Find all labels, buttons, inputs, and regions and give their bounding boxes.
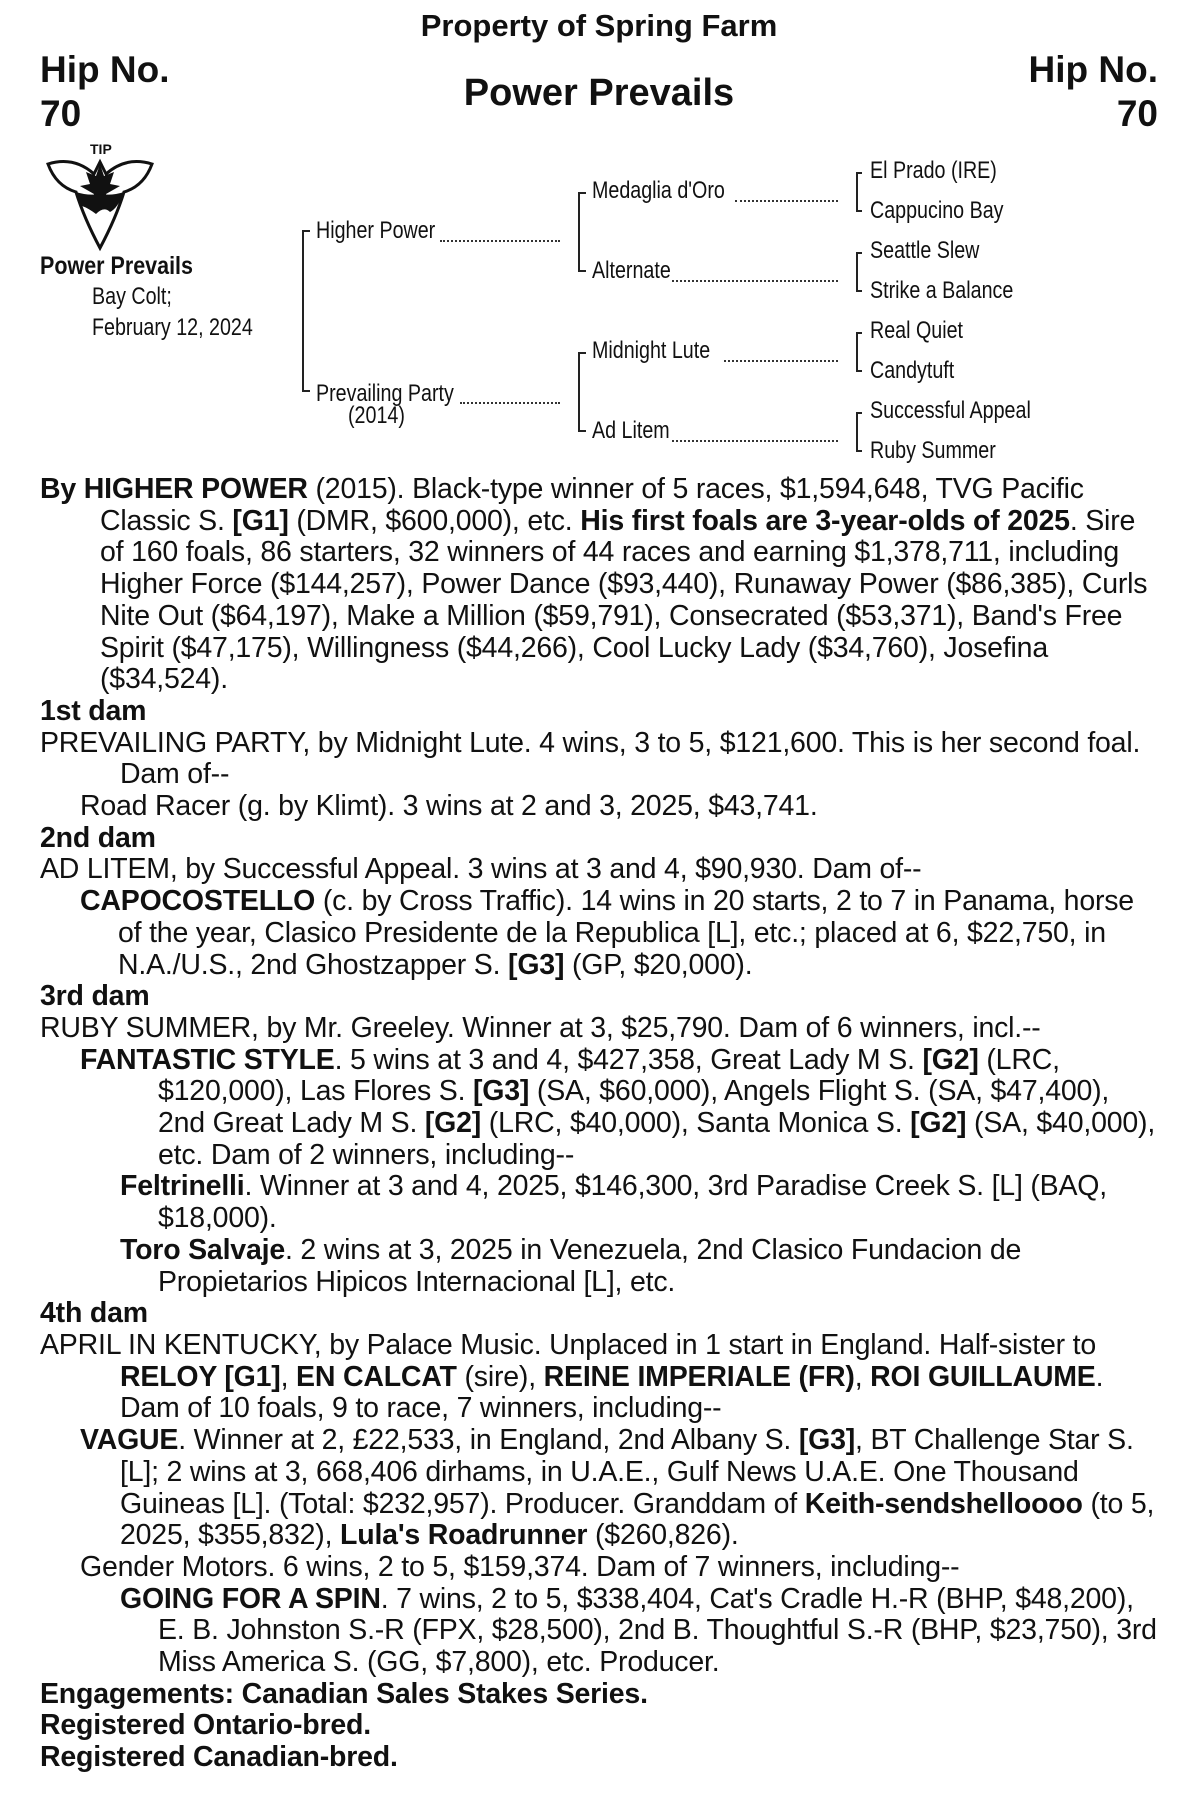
first-dam-produce: Road Racer (g. by Klimt). 3 wins at 2 and 3, 2025, $43,741. <box>80 790 818 823</box>
pedigree-dam-sire: Midnight Lute <box>592 337 711 364</box>
pedigree-gp-2: Cappucino Bay <box>870 197 1004 224</box>
pedigree-gp-1: El Prado (IRE) <box>870 157 997 184</box>
horse-foaled-date: February 12, 2024 <box>92 314 253 341</box>
horse-description: Bay Colt; <box>92 283 172 310</box>
page-title: Power Prevails <box>463 72 735 114</box>
tip-label: TIP <box>90 141 112 157</box>
tip-logo-icon <box>44 156 156 252</box>
registration-canadian: Registered Canadian-bred. <box>40 1741 398 1774</box>
hip-number-right <box>1029 48 1158 136</box>
fourth-dam-produce-vague: VAGUE. Winner at 2, £22,533, in England, 2nd Albany S. [G3], BT Challenge Star S. [L]; 2 wins at 3, 668,406 dirhams, in U.A.E., Gulf News U.A.E. One Thousand Guineas [L]. (Total: $232,957). Producer. Granddam of Keith-sendshelloooo (to 5, 2025, $355,832), Lula's Roadrunner ($260,826). <box>80 1424 1155 1552</box>
second-dam-heading: 2nd dam <box>40 821 156 854</box>
horse-name: Power Prevails <box>40 252 193 280</box>
property-line: Property of Spring Farm <box>420 8 778 43</box>
pedigree-gp-3: Seattle Slew <box>870 237 980 264</box>
third-dam-granddaughter-1: Feltrinelli. Winner at 3 and 4, 2025, $146,300, 3rd Paradise Creek S. [L] (BAQ, $18,000). <box>120 1170 1107 1235</box>
pedigree-gp-7: Successful Appeal <box>870 397 1031 424</box>
fourth-dam-line: APRIL IN KENTUCKY, by Palace Music. Unplaced in 1 start in England. Half-sister to RELOY [G1], EN CALCAT (sire), REINE IMPERIALE (FR), ROI GUILLAUME. Dam of 10 foals, 9 to race, 7 winners, including-- <box>40 1328 1104 1425</box>
hip-value: 70 <box>40 93 82 134</box>
pedigree-gp-4: Strike a Balance <box>870 277 1014 304</box>
second-dam-produce: CAPOCOSTELLO (c. by Cross Traffic). 14 wins in 20 starts, 2 to 7 in Panama, horse of the year, Clasico Presidente de la Republica [L], etc.; placed at 6, $22,750, in N.A./U.S., 2nd Ghostzapper S. [G3] (GP, $20,000). <box>80 885 1134 981</box>
hip-value: 70 <box>1116 93 1158 134</box>
third-dam-line: RUBY SUMMER, by Mr. Greeley. Winner at 3, $25,790. Dam of 6 winners, incl.-- <box>40 1011 1041 1044</box>
pedigree-sire-sire: Medaglia d'Oro <box>592 177 725 204</box>
third-dam-heading: 3rd dam <box>40 980 150 1013</box>
pedigree-sire-dam: Alternate <box>592 257 671 284</box>
first-dam-heading: 1st dam <box>40 694 147 727</box>
fourth-dam-heading: 4th dam <box>40 1297 148 1330</box>
pedigree-dam-dam: Ad Litem <box>592 417 670 444</box>
pedigree-gp-5: Real Quiet <box>870 317 963 344</box>
fourth-dam-produce-gender: Gender Motors. 6 wins, 2 to 5, $159,374. Dam of 7 winners, including-- <box>80 1550 960 1583</box>
engagements: Engagements: Canadian Sales Stakes Series. <box>40 1677 648 1710</box>
second-dam-line: AD LITEM, by Successful Appeal. 3 wins at 3 and 4, $90,930. Dam of-- <box>40 853 922 886</box>
sire-name: By HIGHER POWER <box>40 473 308 505</box>
pedigree-dam: Prevailing Party <box>316 380 454 407</box>
sire-paragraph: By HIGHER POWER (2015). Black-type winner of 5 races, $1,594,648, TVG Pacific Classic S. [G1] (DMR, $600,000), etc. His first foals are 3-year-olds of 2025. Sire of 160 foals, 86 starters, 32 winners of 44 races and earning $1,378,711, including Higher Force ($144,257), Power Dance ($93,440), Runaway Power ($86,385), Curls Nite Out ($64,197), Make a Million ($59,791), Consecrated ($53,371), Band's Free Spirit ($47,175), Willingness ($44,266), Cool Lucky Lady ($34,760), Josefina ($34,524). <box>40 473 1148 696</box>
pedigree-gp-8: Ruby Summer <box>870 437 996 464</box>
pedigree-dam-year: (2014) <box>348 402 405 429</box>
fourth-dam-granddaughter: GOING FOR A SPIN. 7 wins, 2 to 5, $338,404, Cat's Cradle H.-R (BHP, $48,200), E. B. Johnston S.-R (FPX, $28,500), 2nd B. Thoughtful S.-R (BHP, $23,750), 3rd Miss America S. (GG, $7,800), etc. Producer. <box>120 1582 1157 1679</box>
pedigree-sire: Higher Power <box>316 217 436 244</box>
hip-number-left <box>40 48 169 136</box>
first-dam-line: PREVAILING PARTY, by Midnight Lute. 4 wins, 3 to 5, $121,600. This is her second foal. Dam of-- <box>40 726 1141 791</box>
hip-label: Hip No. <box>1028 49 1158 90</box>
catalog-body <box>40 474 1162 1774</box>
hip-label: Hip No. <box>40 49 170 90</box>
pedigree-gp-6: Candytuft <box>870 357 955 384</box>
third-dam-granddaughter-2: Toro Salvaje. 2 wins at 3, 2025 in Venezuela, 2nd Clasico Fundacion de Propietarios Hipicos Internacional [L], etc. <box>120 1233 1022 1298</box>
third-dam-produce: FANTASTIC STYLE. 5 wins at 3 and 4, $427,358, Great Lady M S. [G2] (LRC, $120,000), Las Flores S. [G3] (SA, $60,000), Angels Flight S. (SA, $47,400), 2nd Great Lady M S. [G2] (LRC, $40,000), Santa Monica S. [G2] (SA, $40,000), etc. Dam of 2 winners, including-- <box>80 1043 1156 1171</box>
registration-ontario: Registered Ontario-bred. <box>40 1709 371 1742</box>
